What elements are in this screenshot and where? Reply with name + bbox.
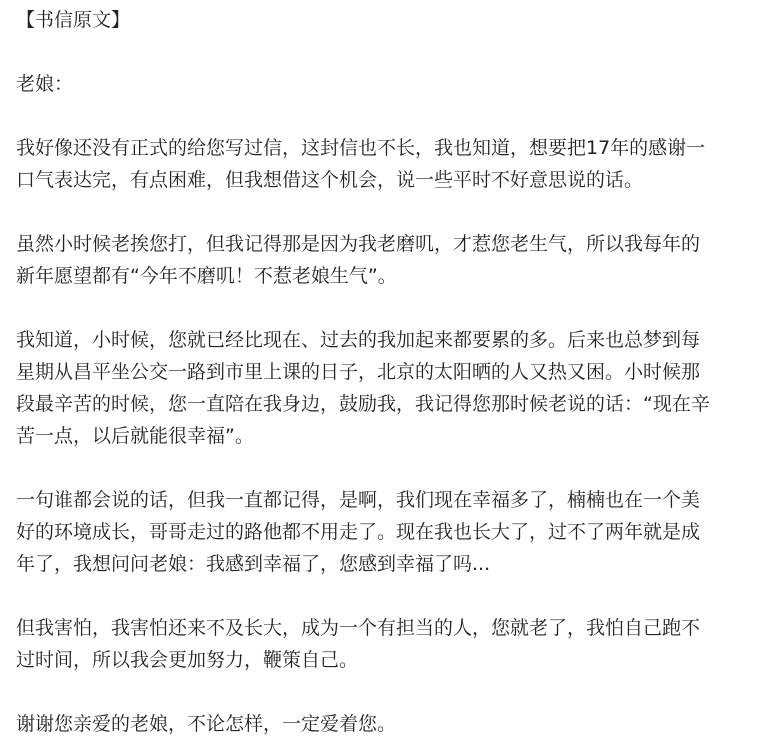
letter-paragraph-4: 一句谁都会说的话，但我一直都记得，是啊，我们现在幸福多了，楠楠也在一个美好的环境成长，哥哥走过的路他都不用走了。现在我也长大了，过不了两年就是成年了，我想问问老娘：我感到幸福了，您感到幸福了吗... xyxy=(16,489,701,575)
letter-paragraph-3: 我知道，小时候，您就已经比现在、过去的我加起来都要累的多。后来也总梦到每星期从昌平坐公交一路到市里上课的日子，北京的太阳晒的人又热又困。小时候那段最辛苦的时候，您一直陪在我身边，鼓励我，我记得您那时候老说的话：“现在辛苦一点，以后就能很幸福”。 xyxy=(16,329,710,447)
letter-salutation: 老娘： xyxy=(16,73,74,95)
letter-heading: 【书信原文】 xyxy=(16,9,131,31)
letter-paragraph-2: 虽然小时候老挨您打，但我记得那是因为我老磨叽，才惹您老生气，所以我每年的新年愿望都有“今年不磨叽！不惹老娘生气”。 xyxy=(16,233,701,287)
letter-paragraph-5: 但我害怕，我害怕还来不及长大，成为一个有担当的人，您就老了，我怕自己跑不过时间，所以我会更加努力，鞭策自己。 xyxy=(16,617,701,671)
letter-article xyxy=(16,4,716,740)
letter-paragraph-1: 我好像还没有正式的给您写过信，这封信也不长，我也知道，想要把17年的感谢一口气表达完，有点困难，但我想借这个机会，说一些平时不好意思说的话。 xyxy=(16,137,706,191)
letter-closing: 谢谢您亲爱的老娘，不论怎样，一定爱着您。 xyxy=(16,713,397,735)
